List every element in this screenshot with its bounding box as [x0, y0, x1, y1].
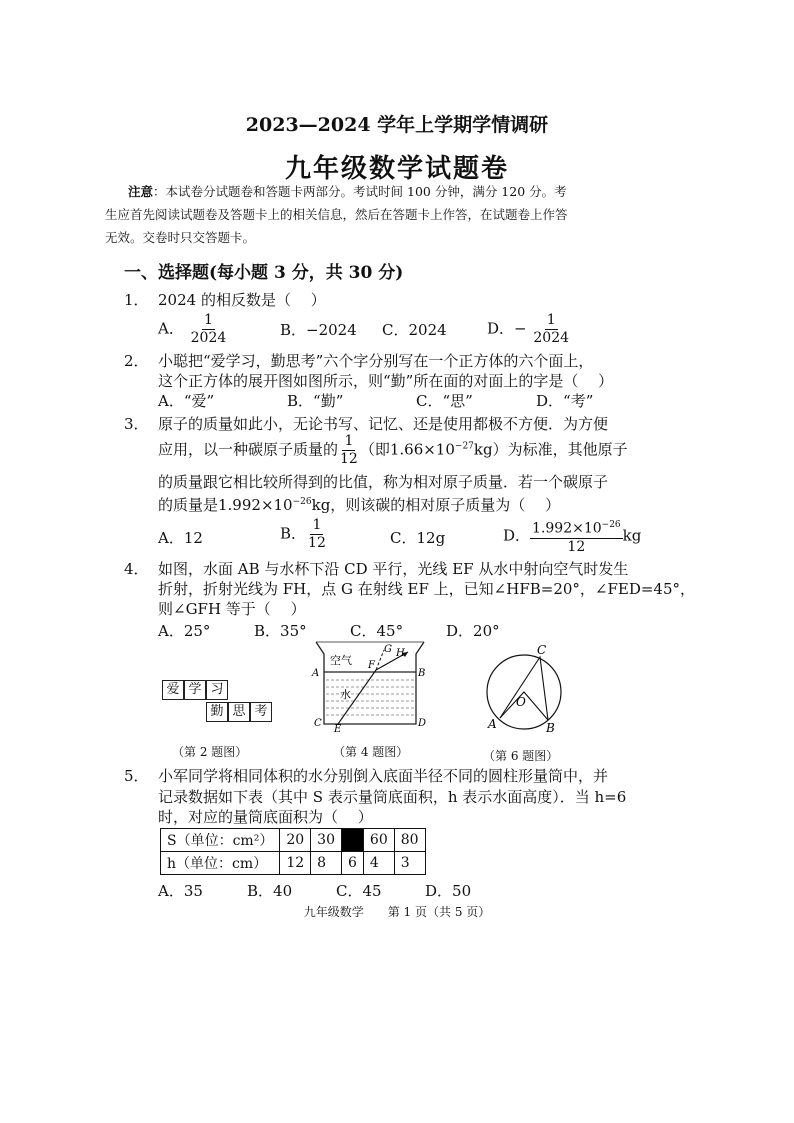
point-label: E: [334, 724, 342, 732]
q3-line-2: [158, 433, 628, 468]
q2-option-b: B．“勤”: [287, 392, 344, 410]
notice-line-1: [128, 182, 648, 202]
q4-option-d: D．20°: [446, 622, 500, 640]
notice-label: 注意: [128, 184, 154, 199]
q5-number: 5．: [124, 767, 149, 785]
q3-line-4-tail: kg，则该碳的相对原子质量为（ ）: [311, 496, 561, 514]
figure-2-caption: （第 2 题图）: [172, 745, 248, 759]
figure-4-diagram: [310, 640, 430, 732]
q3-line-4-text: 的质量是1.992×10: [158, 496, 293, 514]
q2-option-d: D．“考”: [536, 392, 594, 410]
q3-option-b: [280, 517, 328, 552]
exam-title: 2023—2024 学年上学期学情调研: [245, 114, 549, 136]
q5-line-2: 记录数据如下表（其中 S 表示量筒底面积，h 表示水面高度）．当 h=6: [158, 788, 627, 806]
table-cell-blacked-out: [341, 829, 363, 852]
point-label: B: [418, 668, 426, 679]
q3-mass-value: （即1.66×10: [359, 440, 455, 459]
figure-6-diagram: [480, 640, 570, 735]
table-cell: 4: [363, 852, 394, 875]
q1-number: 1．: [124, 291, 149, 309]
q5-line-1: 小军同学将相同体积的水分别倒入底面半径不同的圆柱形量筒中，并: [158, 767, 609, 785]
figure-4-caption: （第 4 题图）: [333, 745, 409, 759]
q3-line-4: [158, 494, 560, 515]
q3-option-d: [503, 517, 641, 556]
q3-d-fraction: $\frac{1.992\times 10^{-26}}{12}$: [530, 517, 623, 556]
q5-option-d: D．50: [425, 882, 472, 900]
section-heading: 一、选择题(每小题 3 分，共 30 分): [124, 263, 404, 283]
point-label: A: [312, 668, 320, 679]
notice-line-3: 无效。交卷时只交答题卡。: [105, 230, 256, 245]
q1-option-d: [487, 312, 571, 347]
q3-b-fraction: $\frac{1}{12}$: [308, 517, 326, 551]
table-cell: 80: [394, 829, 425, 852]
table-cell: 8: [311, 852, 342, 875]
table-cell: 30: [311, 829, 342, 852]
point-label: F: [368, 660, 375, 671]
q3-line-2-text: 应用，以一种碳原子质量的: [158, 440, 339, 459]
q1-option-a: [158, 312, 228, 347]
q1-stem: 2024 的相反数是（ ）: [158, 291, 326, 309]
q5-data-table: [160, 828, 426, 875]
q3-line-1: 原子的质量如此小，无论书写、记忆、还是使用都极不方便．为方便: [158, 415, 609, 433]
figure-2-cube-net: [162, 680, 282, 725]
net-cell: 思: [228, 702, 250, 722]
q2-line-2: 这个正方体的展开图如图所示，则“勤”所在面的对面上的字是（ ）: [158, 372, 614, 390]
q3-line-3: 的质量跟它相比较所得到的比值，称为相对原子质量．若一个碳原子: [158, 473, 609, 491]
water-label: 水: [340, 688, 351, 701]
q5-option-b: B．40: [247, 882, 293, 900]
point-label: D: [418, 718, 427, 729]
q3-line-2-tail: kg）为标准，其他原子: [473, 440, 628, 459]
q4-option-c: C．45°: [350, 622, 404, 640]
q3-fraction: $\frac{1}{12}$: [340, 433, 358, 467]
air-label: 空气: [330, 654, 352, 667]
exam-subtitle: 九年级数学试题卷: [284, 154, 509, 184]
point-label: O: [516, 695, 526, 709]
net-cell: 考: [250, 702, 272, 722]
point-label: C: [537, 643, 547, 657]
table-row: [161, 852, 426, 875]
q4-line-2: 折射，折射光线为 FH，点 G 在射线 EF 上，已知∠HFB=20°，∠FED=45°，: [158, 580, 696, 598]
q3-line-4-exponent: −26: [292, 497, 312, 507]
table-row: [161, 829, 426, 852]
q2-line-1: 小聪把“爱学习，勤思考”六个字分别写在一个正方体的六个面上，: [158, 352, 594, 370]
point-label: B: [546, 721, 555, 735]
q3-number: 3．: [124, 415, 149, 433]
q1-d-fraction: $\frac{1}{2024}$: [533, 312, 570, 346]
q1-a-fraction: $\frac{1}{2024}$: [190, 312, 227, 346]
table-cell: 60: [363, 829, 394, 852]
net-cell: 学: [184, 680, 206, 700]
q4-line-1: 如图，水面 AB 与水杯下沿 CD 平行，光线 EF 从水中射向空气时发生: [158, 560, 629, 578]
point-label: C: [314, 718, 322, 729]
net-cell: 爱: [162, 680, 184, 700]
q4-option-a: A．25°: [158, 622, 211, 640]
q3-option-c: C．12g: [390, 529, 446, 547]
q4-line-3: 则∠GFH 等于（ ）: [158, 600, 306, 618]
q2-option-a: A．“爱”: [158, 392, 215, 410]
q1-d-label: D．−: [487, 319, 527, 338]
q3-d-label: D．: [503, 526, 531, 545]
net-cell: 勤: [206, 702, 228, 722]
table-cell: 6: [341, 852, 363, 875]
q4-option-b: B．35°: [254, 622, 307, 640]
table-cell: h（单位：cm）: [161, 852, 280, 875]
q2-number: 2．: [124, 352, 149, 370]
q3-b-label: B．: [280, 524, 307, 543]
table-cell: 20: [280, 829, 311, 852]
net-cell: 习: [206, 680, 228, 700]
notice-line-2: 生应首先阅读试题卷及答题卡上的相关信息，然后在答题卡上作答，在试题卷上作答: [105, 207, 568, 222]
q5-option-c: C．45: [336, 882, 382, 900]
point-label: H: [396, 648, 405, 659]
point-label: G: [384, 644, 392, 655]
q2-option-c: C．“思”: [416, 392, 473, 410]
q3-option-a: A．12: [158, 529, 203, 547]
q4-number: 4．: [124, 560, 149, 578]
q1-option-c: C．2024: [382, 321, 447, 339]
q5-option-a: A．35: [158, 882, 203, 900]
table-cell: S（单位：cm²）: [161, 829, 280, 852]
figure-6-caption: （第 6 题图）: [483, 749, 559, 763]
table-cell: 12: [280, 852, 311, 875]
q3-mass-exponent: −27: [454, 441, 474, 452]
q1-a-label: A．: [158, 319, 184, 338]
table-cell: 3: [394, 852, 425, 875]
q3-d-unit: kg: [622, 526, 642, 545]
point-label: A: [488, 717, 497, 731]
notice-text-1: ：本试卷分试题卷和答题卡两部分。考试时间 100 分钟，满分 120 分。考: [153, 184, 567, 199]
q1-option-b: B．−2024: [280, 321, 357, 339]
page-footer: 九年级数学 第 1 页（共 5 页）: [303, 905, 491, 919]
q5-line-3: 时，对应的量筒底面积为（ ）: [158, 808, 373, 826]
